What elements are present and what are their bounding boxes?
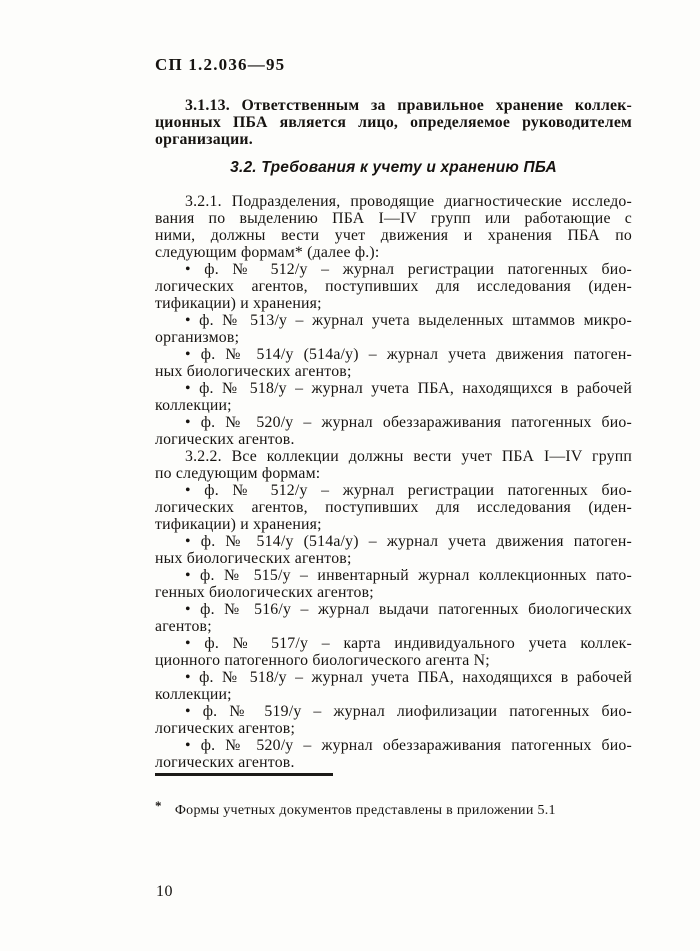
text-line: • ф. № 512/у – журнал регистрации патогенных био-: [185, 482, 632, 499]
text-line: коллекции;: [155, 686, 232, 703]
footnote-marker: *: [155, 798, 162, 813]
list-item: [155, 346, 632, 380]
text-line: ционного патогенного биологического агента N;: [155, 652, 490, 669]
text-line: • ф. № 520/у – журнал обеззараживания патогенных био-: [185, 414, 632, 431]
text-line: ных биологических агентов;: [155, 550, 352, 567]
text-line: • ф. № 519/у – журнал лиофилизации патогенных био-: [185, 703, 632, 720]
text-line: • ф. № 513/у – журнал учета выделенных штаммов микро-: [185, 312, 632, 329]
paragraph-3-2-2: [155, 448, 632, 482]
footnote-text: Формы учетных документов представлены в приложении 5.1: [174, 803, 556, 818]
text-line: ционных ПБА является лицо, определяемое руководителем: [155, 114, 632, 131]
page-number: 10: [156, 883, 173, 900]
paragraph-3-2-1: [155, 193, 632, 261]
list-item: [155, 567, 632, 601]
text-line: 3.2.1. Подразделения, проводящие диагностические исследо-: [185, 193, 632, 210]
list-item: [155, 703, 632, 737]
text-line: агентов;: [155, 618, 212, 635]
forms-list-2: [155, 482, 632, 771]
text-line: • ф. № 520/у – журнал обеззараживания патогенных био-: [185, 737, 632, 754]
footnote: [155, 797, 632, 819]
text-line: логических агентов, поступивших для исследования (иден-: [155, 278, 632, 295]
text-line: • ф. № 516/у – журнал выдачи патогенных биологических: [185, 601, 632, 618]
text-line: • ф. № 512/у – журнал регистрации патогенных био-: [185, 261, 632, 278]
text-line: • ф. № 518/у – журнал учета ПБА, находящихся в рабочей: [185, 380, 632, 397]
list-item: [155, 380, 632, 414]
text-column: [155, 56, 632, 819]
text-line: 3.2.2. Все коллекции должны вести учет ПБА I—IV групп: [185, 448, 632, 465]
forms-list-1: [155, 261, 632, 448]
list-item: [155, 261, 632, 312]
text-line: следующим формам* (далее ф.):: [155, 244, 380, 261]
text-line: • ф. № 518/у – журнал учета ПБА, находящихся в рабочей: [185, 669, 632, 686]
list-item: [155, 414, 632, 448]
text-line: логических агентов.: [155, 754, 295, 771]
text-line: логических агентов;: [155, 720, 296, 737]
section-heading-3-2: 3.2. Требования к учету и хранению ПБА: [230, 159, 557, 176]
text-line: ных биологических агентов;: [155, 363, 352, 380]
list-item: [155, 482, 632, 533]
text-line: • ф. № 514/у (514а/у) – журнал учета движения патоген-: [185, 533, 632, 550]
text-line: логических агентов.: [155, 431, 295, 448]
text-line: тификации) и хранения;: [155, 295, 322, 312]
list-item: [155, 737, 632, 771]
text-line: • ф. № 517/у – карта индивидуального учета коллек-: [185, 635, 632, 652]
text-line: 3.1.13. Ответственным за правильное хранение коллек-: [185, 97, 632, 114]
text-line: тификации) и хранения;: [155, 516, 322, 533]
document-code: СП 1.2.036—95: [155, 55, 286, 74]
footnote-separator: [155, 773, 333, 776]
list-item: [155, 312, 632, 346]
text-line: по следующим формам:: [155, 465, 321, 482]
text-line: организации.: [155, 131, 253, 148]
text-line: • ф. № 515/у – инвентарный журнал коллекционных пато-: [185, 567, 632, 584]
text-line: • ф. № 514/у (514а/у) – журнал учета движения патоген-: [185, 346, 632, 363]
text-line: вания по выделению ПБА I—IV групп или работающие с: [155, 210, 632, 227]
text-line: логических агентов, поступивших для исследования (иден-: [155, 499, 632, 516]
text-line: генных биологических агентов;: [155, 584, 374, 601]
text-line: ними, должны вести учет движения и хранения ПБА по: [155, 227, 632, 244]
text-line: коллекции;: [155, 397, 232, 414]
list-item: [155, 635, 632, 669]
list-item: [155, 669, 632, 703]
list-item: [155, 533, 632, 567]
list-item: [155, 601, 632, 635]
paragraph-3-1-13: [155, 97, 632, 148]
text-line: организмов;: [155, 329, 240, 346]
